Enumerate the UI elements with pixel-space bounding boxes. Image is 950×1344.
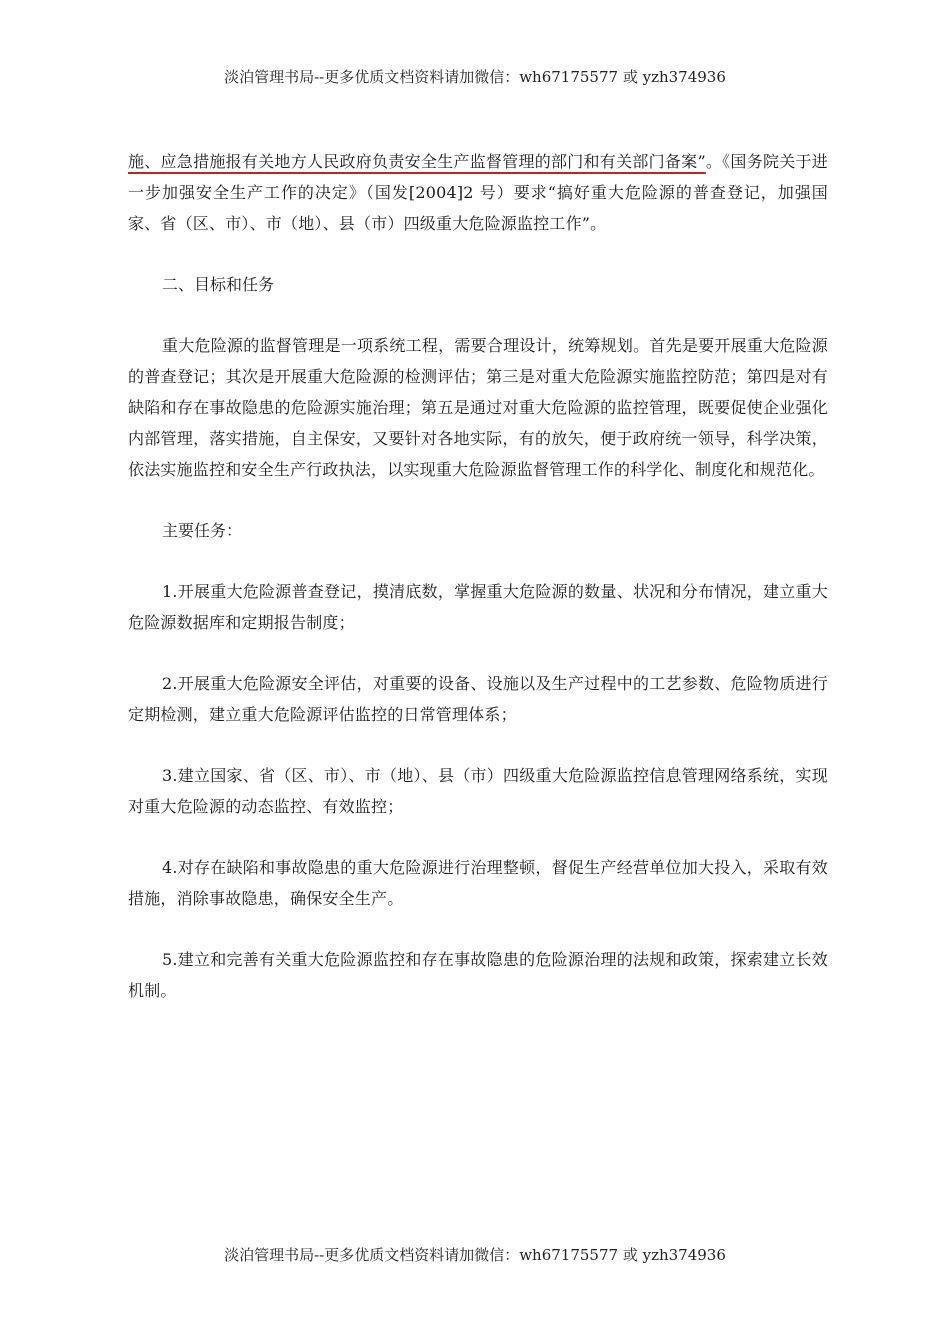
tasks-heading: 主要任务： bbox=[162, 521, 243, 540]
page-header: 淡泊管理书局--更多优质文档资料请加微信：wh67175577 或 yzh374936 bbox=[224, 68, 726, 86]
underlined-quote: 施、应急措施报有关地方人民政府负责安全生产监督管理的部门和有关部门备案” bbox=[128, 152, 706, 171]
task-item-3: 3.建立国家、省（区、市）、市（地）、县（市）四级重大危险源监控信息管理网络系统，实现对重大危险源的动态监控、有效监控； bbox=[128, 766, 828, 816]
section-heading: 二、目标和任务 bbox=[162, 275, 275, 294]
task-item-4: 4.对存在缺陷和事故隐患的重大危险源进行治理整顿，督促生产经营单位加大投入，采取有效措施，消除事故隐患，确保安全生产。 bbox=[128, 858, 828, 908]
task-item-2: 2.开展重大危险源安全评估，对重要的设备、设施以及生产过程中的工艺参数、危险物质进行定期检测，建立重大危险源评估监控的日常管理体系； bbox=[128, 674, 828, 724]
paragraph-regulation-rest: 。《国务院关于进一步加强安全生产工作的决定》（国发[2004]2 号）要求“搞好重大危险源的普查登记，加强国家、省（区、市）、市（地）、县（市）四级重大危险源监控工作”。 bbox=[128, 152, 828, 233]
task-item-1: 1.开展重大危险源普查登记，摸清底数，掌握重大危险源的数量、状况和分布情况，建立重大危险源数据库和定期报告制度； bbox=[128, 582, 828, 632]
task-item-5: 5.建立和完善有关重大危险源监控和存在事故隐患的危险源治理的法规和政策，探索建立长效机制。 bbox=[128, 950, 828, 1000]
paragraph-overview: 重大危险源的监督管理是一项系统工程，需要合理设计，统筹规划。首先是要开展重大危险源的普查登记；其次是开展重大危险源的检测评估；第三是对重大危险源实施监控防范；第四是对有缺陷和存在事故隐患的危险源实施治理；第五是通过对重大危险源的监控管理，既要促使企业强化内部管理，落实措施，自主保安，又要针对各地实际，有的放矢，便于政府统一领导，科学决策，依法实施监控和安全生产行政执法，以实现重大危险源监督管理工作的科学化、制度化和规范化。 bbox=[128, 336, 828, 479]
page-footer: 淡泊管理书局--更多优质文档资料请加微信：wh67175577 或 yzh374936 bbox=[224, 1246, 726, 1264]
paragraph-regulation bbox=[128, 146, 828, 239]
document-body bbox=[128, 146, 828, 1036]
